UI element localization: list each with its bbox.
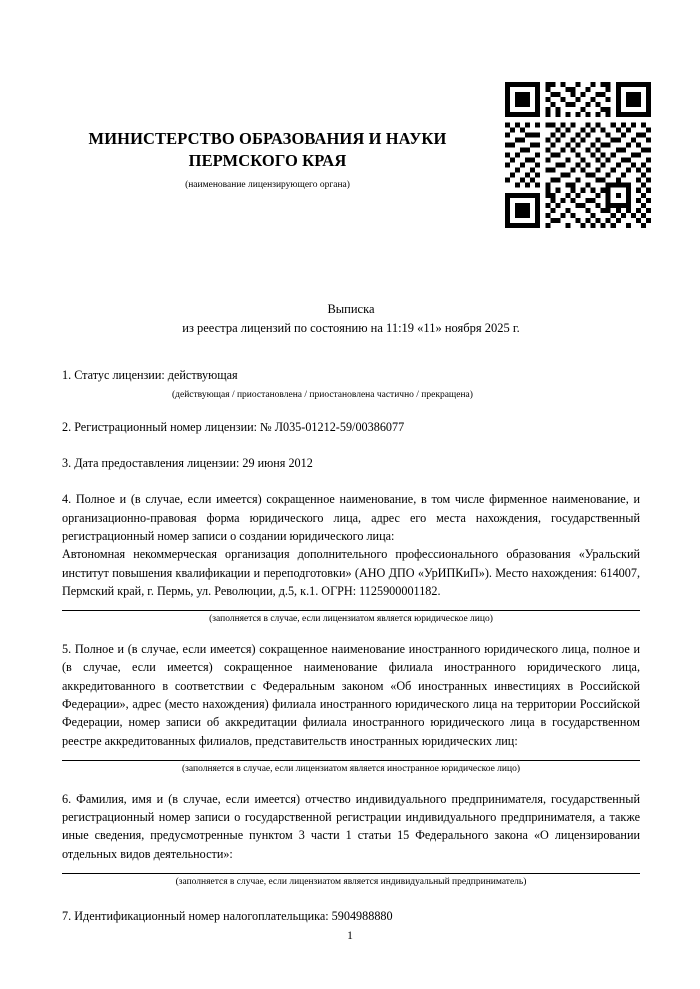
qr-code-icon [505,82,651,228]
divider-legal-entity [62,610,640,611]
divider-foreign-entity [62,760,640,761]
divider-individual-entrepreneur [62,873,640,874]
item-individual-entrepreneur: 6. Фамилия, имя и (в случае, если имеется) отчество индивидуального предпринимателя, государственный регистрационный номер записи о государственной регистрации индивидуального предпринимателя, а также иные сведения, предусмотренные пунктом 3 части 1 статьи 15 Федерального закона «О лицензировании отдельных видов деятельности»: [62,791,640,861]
item-issue-date: 3. Дата предоставления лицензии: 29 июня 2012 [62,456,313,471]
org-name-line-1: МИНИСТЕРСТВО ОБРАЗОВАНИЯ И НАУКИ [88,129,447,148]
item-registration-number: 2. Регистрационный номер лицензии: № Л035-01212-59/00386077 [62,419,405,434]
org-name-line-2: ПЕРМСКОГО КРАЯ [188,150,347,170]
item-legal-entity: 4. Полное и (в случае, если имеется) сокращенное наименование, в том числе фирменное наименование, и организационно-правовая форма юридического лица, адрес его места нахождения, государственный регистрационный номер записи о создании юридического лица: [62,492,640,543]
org-caption: (наименование лицензирующего органа) [185,179,350,190]
item-legal-entity-note: (заполняется в случае, если лицензиатом является юридическое лицо) [209,614,493,625]
item-individual-entrepreneur-note: (заполняется в случае, если лицензиатом является индивидуальный предприниматель) [175,876,527,887]
item-legal-entity-value: Автономная некоммерческая организация дополнительного профессионального образования «Уральский институт повышения квалификации и переподготовки» (АНО ДПО «УрИПКиП»). Место нахождения: 614007, Пермский край, г. Пермь, ул. Революции, д.5, к.1. ОГРН: 1125900001182. [62,547,640,598]
item-taxpayer-number: 7. Идентификационный номер налогоплательщика: 5904988880 [62,908,393,923]
item-license-status-note: (действующая / приостановлена / приостановлена частично / прекращена) [172,389,473,400]
item-foreign-entity-note: (заполняется в случае, если лицензиатом является иностранное юридическое лицо) [182,763,520,774]
item-foreign-entity: 5. Полное и (в случае, если имеется) сокращенное наименование иностранного юридического лица, полное и (в случае, если имеется) сокращенное наименование филиала иностранного юридического лица, аккредитованного в соответствии с Федеральным законом «Об иностранных инвестициях в Российской Федерации», адрес (место нахождения) филиала иностранного юридического лица на территории Российской Федерации, номер записи об аккредитации филиала иностранного юридического лица в государственном реестре аккредитованных филиалов, представительств иностранных юридических лиц: [62,642,640,748]
document-header [40,128,495,191]
document-kind-line-2: из реестра лицензий по состоянию на 11:19 «11» ноября 2025 г. [182,320,520,335]
document-kind [62,300,640,338]
page-number: 1 [347,930,353,942]
document-kind-line-1: Выписка [327,302,375,316]
page-title [40,128,495,172]
item-license-status: 1. Статус лицензии: действующая [62,367,238,382]
document-body [62,300,640,925]
